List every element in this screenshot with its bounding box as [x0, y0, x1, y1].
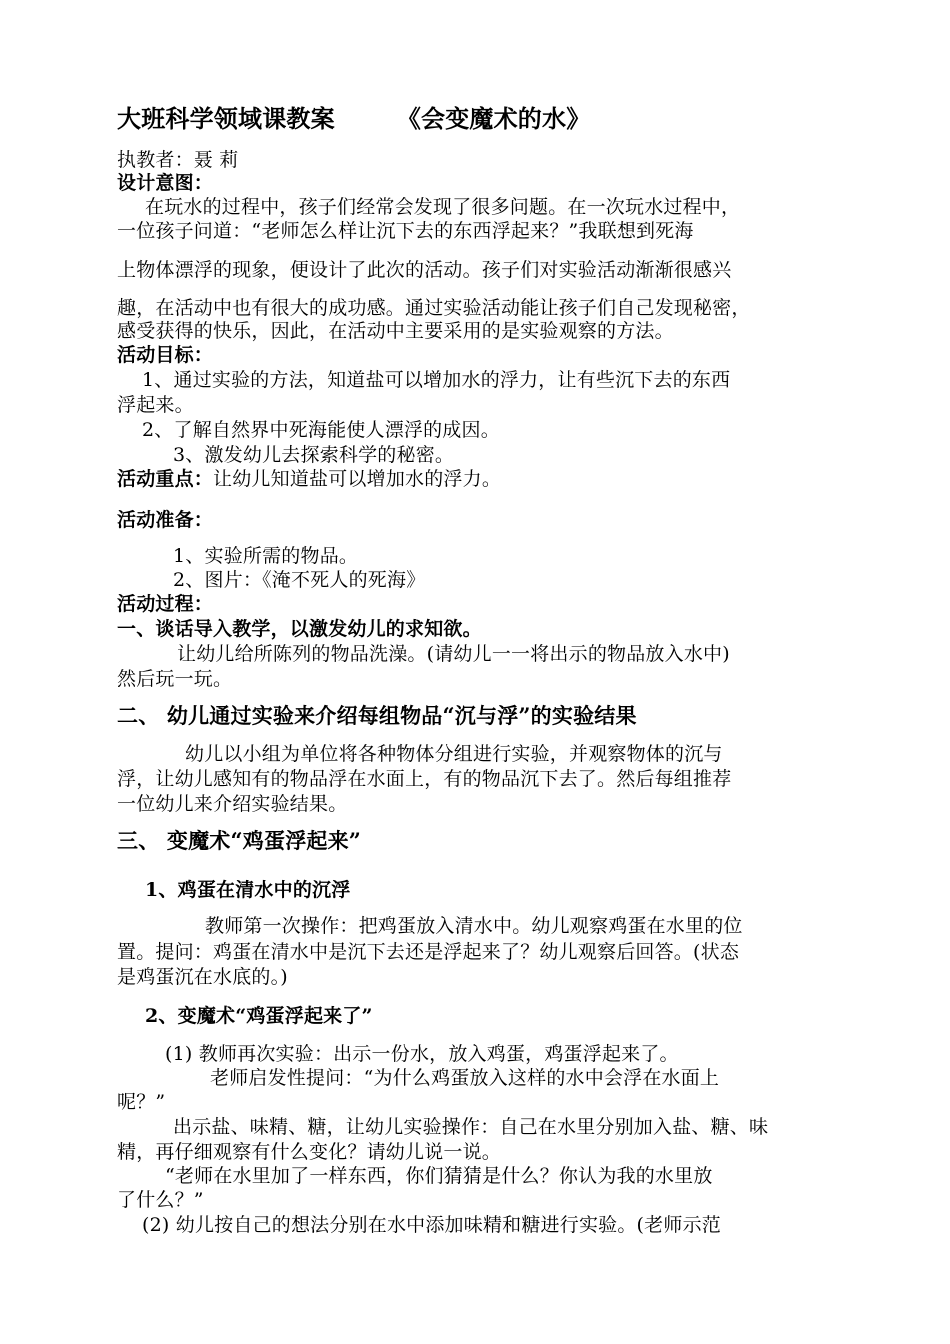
- step3-sub2-heading: 2、变魔术“鸡蛋浮起来了”: [145, 1005, 373, 1027]
- goal-line: 3、激发幼儿去探索科学的秘密。: [173, 444, 455, 466]
- step3-sub2-line: 精，再仔细观察有什么变化？请幼儿说一说。: [117, 1141, 502, 1163]
- prep-line: 1、实验所需的物品。: [173, 545, 359, 567]
- step3-sub2-line: 了什么？”: [117, 1189, 204, 1211]
- step2-heading: 二、 幼儿通过实验来介绍每组物品“沉与浮”的实验结果: [117, 703, 637, 728]
- design-line: 上物体漂浮的现象，便设计了此次的活动。孩子们对实验活动渐渐很感兴: [117, 259, 732, 281]
- design-line: 一位孩子问道：“老师怎么样让沉下去的东西浮起来？”我联想到死海: [117, 220, 694, 242]
- goals-heading: 活动目标：: [117, 344, 214, 366]
- step2-line: 一位幼儿来介绍实验结果。: [117, 793, 348, 815]
- step3-sub2-line: “老师在水里加了一样东西，你们猜猜是什么？你认为我的水里放: [165, 1165, 713, 1187]
- goal-line: 1、通过实验的方法，知道盐可以增加水的浮力，让有些沉下去的东西: [142, 369, 731, 391]
- step3-sub2-line: 呢？”: [117, 1091, 166, 1113]
- design-line: 感受获得的快乐，因此，在活动中主要采用的是实验观察的方法。: [117, 320, 674, 342]
- teacher-line: 执教者：聂 莉: [117, 149, 239, 171]
- lesson-title: 大班科学领域课教案: [117, 104, 335, 133]
- step3-sub2-line: (1) 教师再次实验：出示一份水，放入鸡蛋，鸡蛋浮起来了。: [165, 1043, 679, 1065]
- goal-line: 浮起来。: [117, 394, 194, 416]
- prep-heading: 活动准备：: [117, 509, 214, 531]
- focus-text: 让幼儿知道盐可以增加水的浮力。: [213, 468, 502, 490]
- step1-heading: 一、谈话导入教学，以激发幼儿的求知欲。: [117, 618, 482, 640]
- lesson-name: 《会变魔术的水》: [396, 104, 591, 133]
- design-heading: 设计意图：: [117, 172, 214, 194]
- step3-sub2-line: 老师启发性提问：“为什么鸡蛋放入这样的水中会浮在水面上: [210, 1067, 720, 1089]
- step1-line: 让幼儿给所陈列的物品洗澡。(请幼儿一一将出示的物品放入水中): [177, 643, 730, 665]
- step2-line: 浮，让幼儿感知有的物品浮在水面上，有的物品沉下去了。然后每组推荐: [117, 768, 732, 790]
- prep-line: 2、图片：《淹不死人的死海》: [173, 569, 426, 591]
- step3-sub1-heading: 1、鸡蛋在清水中的沉浮: [145, 879, 351, 901]
- step2-line: 幼儿以小组为单位将各种物体分组进行实验，并观察物体的沉与: [185, 743, 723, 765]
- step1-line: 然后玩一玩。: [117, 668, 233, 690]
- step3-sub1-line: 置。提问：鸡蛋在清水中是沉下去还是浮起来了？幼儿观察后回答。(状态: [117, 941, 740, 963]
- step3-heading: 三、 变魔术“鸡蛋浮起来”: [117, 828, 362, 853]
- goal-line: 2、了解自然界中死海能使人漂浮的成因。: [142, 419, 500, 441]
- design-line: 趣，在活动中也有很大的成功感。通过实验活动能让孩子们自己发现秘密，: [117, 297, 751, 319]
- step3-sub1-line: 是鸡蛋沉在水底的。): [117, 966, 288, 988]
- focus-line: [117, 467, 829, 491]
- process-heading: 活动过程：: [117, 593, 214, 615]
- design-line: 在玩水的过程中，孩子们经常会发现了很多问题。在一次玩水过程中，: [145, 196, 741, 218]
- focus-heading: 活动重点：: [117, 468, 214, 490]
- step3-sub1-line: 教师第一次操作：把鸡蛋放入清水中。幼儿观察鸡蛋在水里的位: [205, 915, 743, 937]
- page-title: [117, 104, 829, 134]
- step3-sub2-line: 出示盐、味精、糖，让幼儿实验操作：自己在水里分别加入盐、糖、味: [173, 1116, 769, 1138]
- step3-sub2-line: (2) 幼儿按自己的想法分别在水中添加味精和糖进行实验。(老师示范: [142, 1214, 721, 1236]
